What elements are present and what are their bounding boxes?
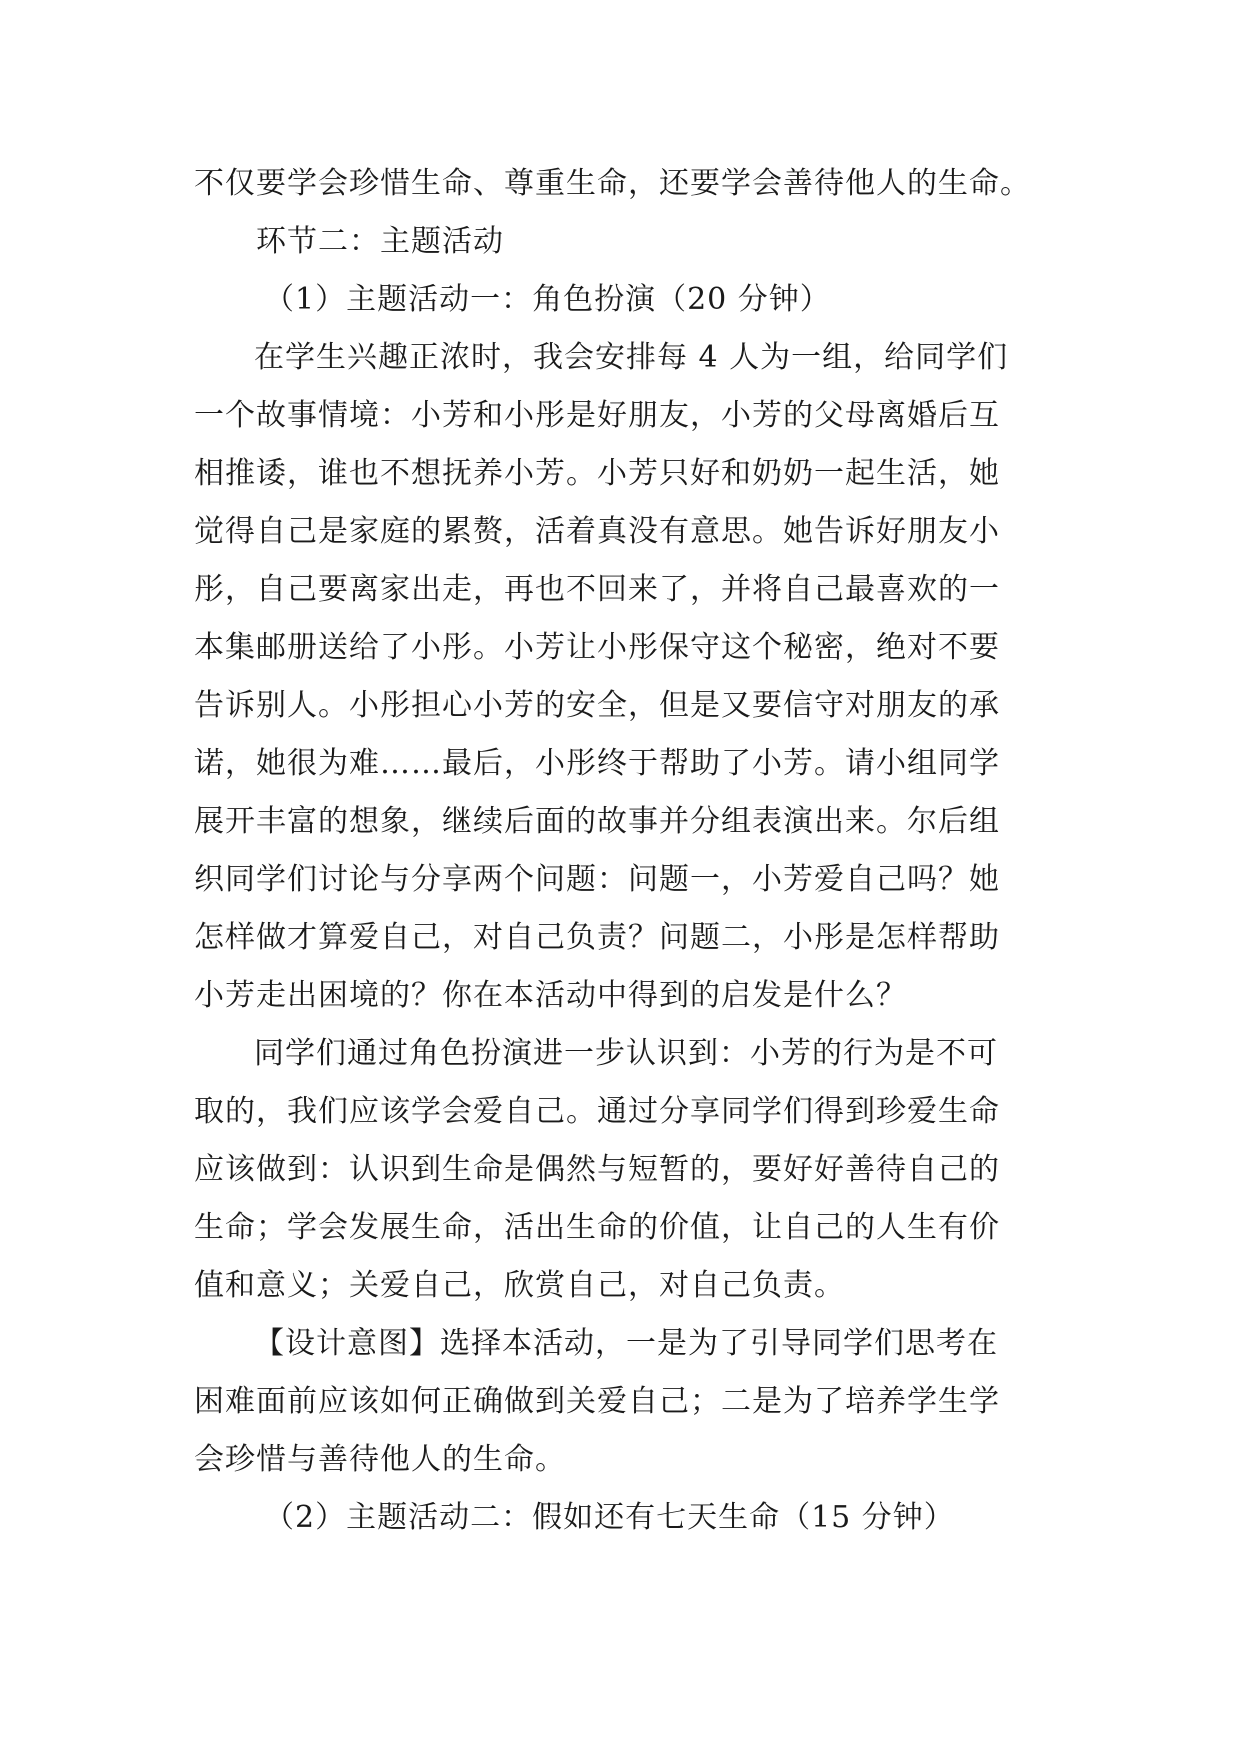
subsection-heading: （1）主题活动一：角色扮演（20 分钟） [264,282,831,317]
paragraph-line: 会珍惜与善待他人的生命。 [194,1442,566,1477]
paragraph-line: 不仅要学会珍惜生命、尊重生命，还要学会善待他人的生命。 [194,166,1031,201]
paragraph-line: 小芳走出困境的？你在本活动中得到的启发是什么？ [194,978,907,1013]
paragraph-line: 展开丰富的想象，继续后面的故事并分组表演出来。尔后组 [194,804,1000,839]
paragraph-line: 织同学们讨论与分享两个问题：问题一，小芳爱自己吗？她 [194,862,1000,897]
document-body [194,155,1074,1547]
paragraph-line: 相推诿，谁也不想抚养小芳。小芳只好和奶奶一起生活，她 [194,456,1000,491]
design-intent-line: 【设计意图】选择本活动，一是为了引导同学们思考在 [254,1326,998,1361]
paragraph-line: 取的，我们应该学会爱自己。通过分享同学们得到珍爱生命 [194,1094,1000,1129]
section-heading: 环节二：主题活动 [256,224,504,259]
paragraph-line: 告诉别人。小彤担心小芳的安全，但是又要信守对朋友的承 [194,688,1000,723]
paragraph-line: 诺，她很为难……最后，小彤终于帮助了小芳。请小组同学 [194,746,1000,781]
paragraph-line: 本集邮册送给了小彤。小芳让小彤保守这个秘密，绝对不要 [194,630,1000,665]
paragraph-line: 同学们通过角色扮演进一步认识到：小芳的行为是不可 [254,1036,998,1071]
paragraph-line: 值和意义；关爱自己，欣赏自己，对自己负责。 [194,1268,845,1303]
paragraph-line: 一个故事情境：小芳和小彤是好朋友，小芳的父母离婚后互 [194,398,1000,433]
paragraph-line: 应该做到：认识到生命是偶然与短暂的，要好好善待自己的 [194,1152,1000,1187]
paragraph-line: 觉得自己是家庭的累赘，活着真没有意思。她告诉好朋友小 [194,514,1000,549]
paragraph-line: 怎样做才算爱自己，对自己负责？问题二，小彤是怎样帮助 [194,920,1000,955]
subsection-heading: （2）主题活动二：假如还有七天生命（15 分钟） [264,1500,955,1535]
paragraph-line: 彤，自己要离家出走，再也不回来了，并将自己最喜欢的一 [194,572,1000,607]
paragraph-line: 困难面前应该如何正确做到关爱自己；二是为了培养学生学 [194,1384,1000,1419]
paragraph-line: 生命；学会发展生命，活出生命的价值，让自己的人生有价 [194,1210,1000,1245]
paragraph-line: 在学生兴趣正浓时，我会安排每 4 人为一组，给同学们 [254,340,1009,375]
